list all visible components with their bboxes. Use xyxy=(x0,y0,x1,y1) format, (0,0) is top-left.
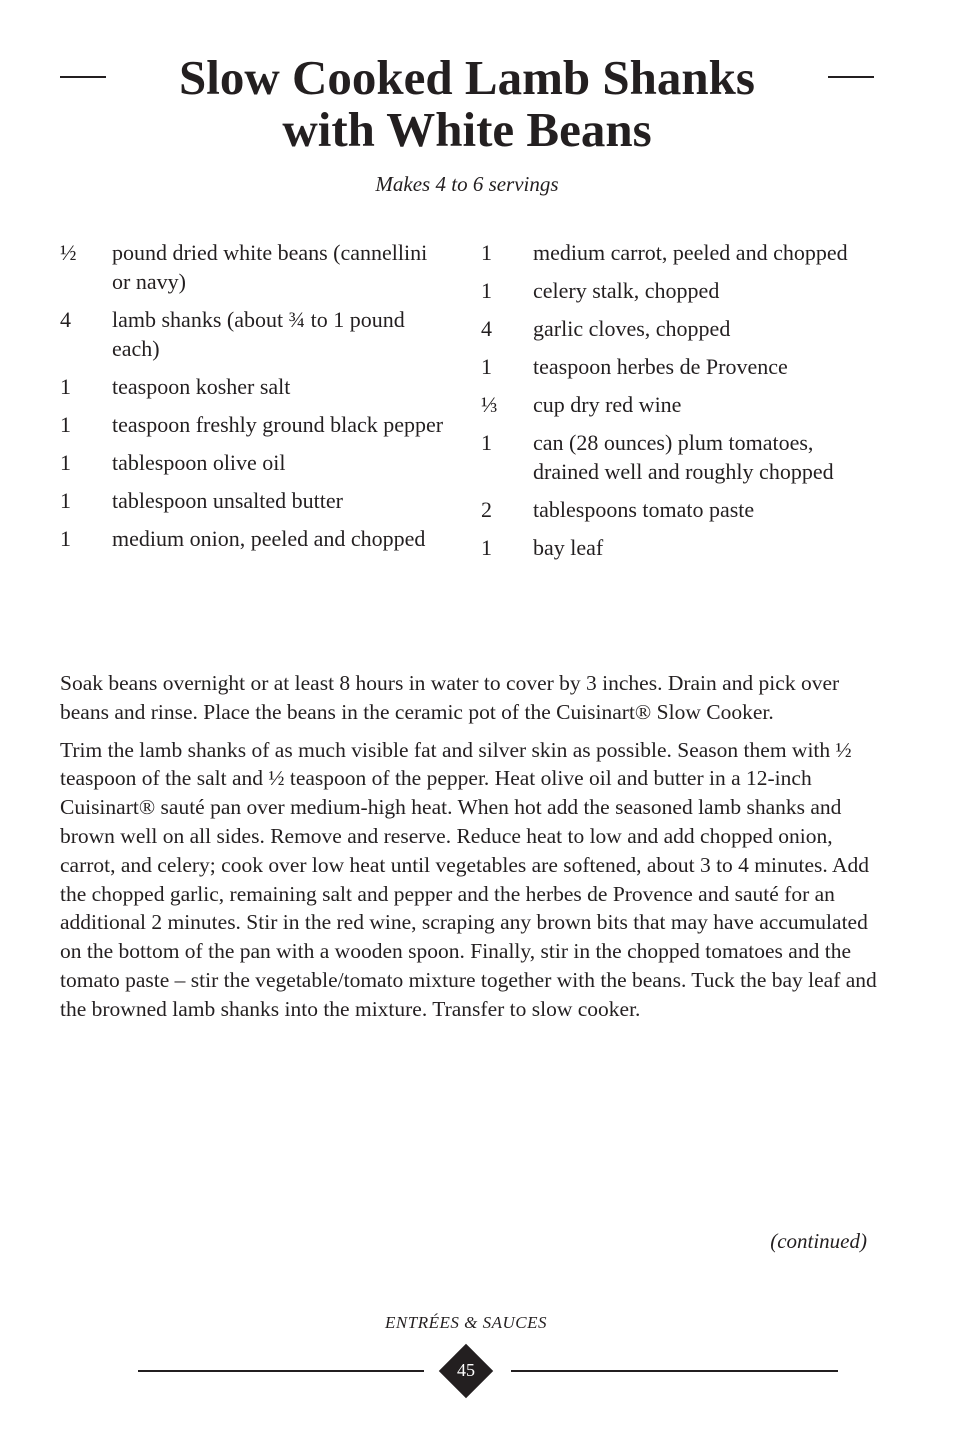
ingredients-left-column xyxy=(60,238,450,562)
ingredient-qty: 2 xyxy=(481,497,492,522)
title-rule-left xyxy=(60,76,106,78)
ingredient-qty: 1 xyxy=(481,354,492,379)
instruction-paragraph: Soak beans overnight or at least 8 hours in water to cover by 3 inches. Drain and pick over beans and rinse. Place the beans in the ceramic pot of the Cuisinart® Slow Cooker. xyxy=(60,671,840,724)
page-number: 45 xyxy=(457,1360,475,1380)
ingredient-item xyxy=(481,495,881,524)
ingredient-desc: tablespoons tomato paste xyxy=(533,497,755,522)
ingredient-qty: 1 xyxy=(60,488,71,513)
ingredient-qty: 1 xyxy=(481,430,492,455)
ingredient-item xyxy=(60,372,450,401)
ingredient-item xyxy=(481,390,881,419)
ingredient-item xyxy=(481,352,881,381)
ingredient-desc: medium onion, peeled and chopped xyxy=(112,526,426,551)
ingredient-item xyxy=(60,410,450,439)
ingredient-desc: teaspoon herbes de Provence xyxy=(533,354,788,379)
ingredient-item xyxy=(60,448,450,477)
ingredient-item xyxy=(481,238,881,267)
ingredient-item xyxy=(60,524,450,553)
ingredient-desc: teaspoon kosher salt xyxy=(112,374,291,399)
ingredient-qty: ½ xyxy=(60,240,77,265)
ingredient-desc: garlic cloves, chopped xyxy=(533,316,731,341)
ingredient-qty: 1 xyxy=(60,450,71,475)
ingredient-desc: cup dry red wine xyxy=(533,392,682,417)
ingredient-item xyxy=(60,238,450,296)
continued-label: (continued) xyxy=(770,1229,867,1253)
section-name: ENTRÉES & SAUCES xyxy=(385,1313,547,1332)
ingredient-qty: 1 xyxy=(481,278,492,303)
ingredient-desc: pound dried white beans (cannellini or navy) xyxy=(112,240,428,294)
recipe-title xyxy=(110,52,824,156)
ingredient-qty: 1 xyxy=(60,412,71,437)
ingredient-desc: medium carrot, peeled and chopped xyxy=(533,240,848,265)
ingredient-desc: can (28 ounces) plum tomatoes, drained well and roughly chopped xyxy=(533,430,834,484)
ingredient-item xyxy=(481,314,881,343)
footer-rule-right xyxy=(511,1370,838,1372)
title-rule-right xyxy=(828,76,874,78)
ingredient-desc: teaspoon freshly ground black pepper xyxy=(112,412,444,437)
ingredient-desc: tablespoon olive oil xyxy=(112,450,286,475)
ingredient-qty: 1 xyxy=(60,526,71,551)
ingredient-desc: bay leaf xyxy=(533,535,604,560)
recipe-title-line1: Slow Cooked Lamb Shanks xyxy=(179,50,755,105)
ingredient-qty: 4 xyxy=(60,307,71,332)
ingredient-desc: lamb shanks (about ¾ to 1 pound each) xyxy=(112,307,405,361)
ingredient-qty: 1 xyxy=(481,240,492,265)
ingredient-qty: 1 xyxy=(481,535,492,560)
ingredient-item xyxy=(481,428,881,486)
ingredient-qty: ⅓ xyxy=(481,392,498,417)
footer-rule-left xyxy=(138,1370,424,1372)
ingredient-qty: 1 xyxy=(60,374,71,399)
ingredient-item xyxy=(60,305,450,363)
ingredient-item xyxy=(481,533,881,562)
servings-note: Makes 4 to 6 servings xyxy=(375,172,559,196)
instruction-paragraph: Trim the lamb shanks of as much visible fat and silver skin as possible. Season them with ½ teaspoon of the salt and ½ teaspoon of the pepper. Heat olive oil and butter in a 12-inch Cuisinart® sauté pan over medium-high heat. When hot add the seasoned lamb shanks and brown well on all sides. Remove and reserve. Reduce heat to low and add chopped onion, carrot, and celery; cook over low heat until vegetables are softened, about 3 to 4 minutes. Add the chopped garlic, remaining salt and pepper and the herbes de Provence and sauté for an additional 2 minutes. Stir in the red wine, scraping any brown bits that may have accumulated on the bottom of the pan with a wooden spoon. Finally, stir in the chopped tomatoes and the tomato paste – stir the vegetable/tomato mixture together with the beans. Tuck the bay leaf and the browned lamb shanks into the mixture. Transfer to slow cooker. xyxy=(60,737,877,1021)
recipe-title-line2: with White Beans xyxy=(282,102,652,157)
ingredient-qty: 4 xyxy=(481,316,492,341)
ingredient-desc: tablespoon unsalted butter xyxy=(112,488,343,513)
ingredient-item xyxy=(60,486,450,515)
ingredients-right-column xyxy=(481,238,881,571)
instructions xyxy=(60,669,880,1033)
ingredient-desc: celery stalk, chopped xyxy=(533,278,720,303)
ingredient-item xyxy=(481,276,881,305)
